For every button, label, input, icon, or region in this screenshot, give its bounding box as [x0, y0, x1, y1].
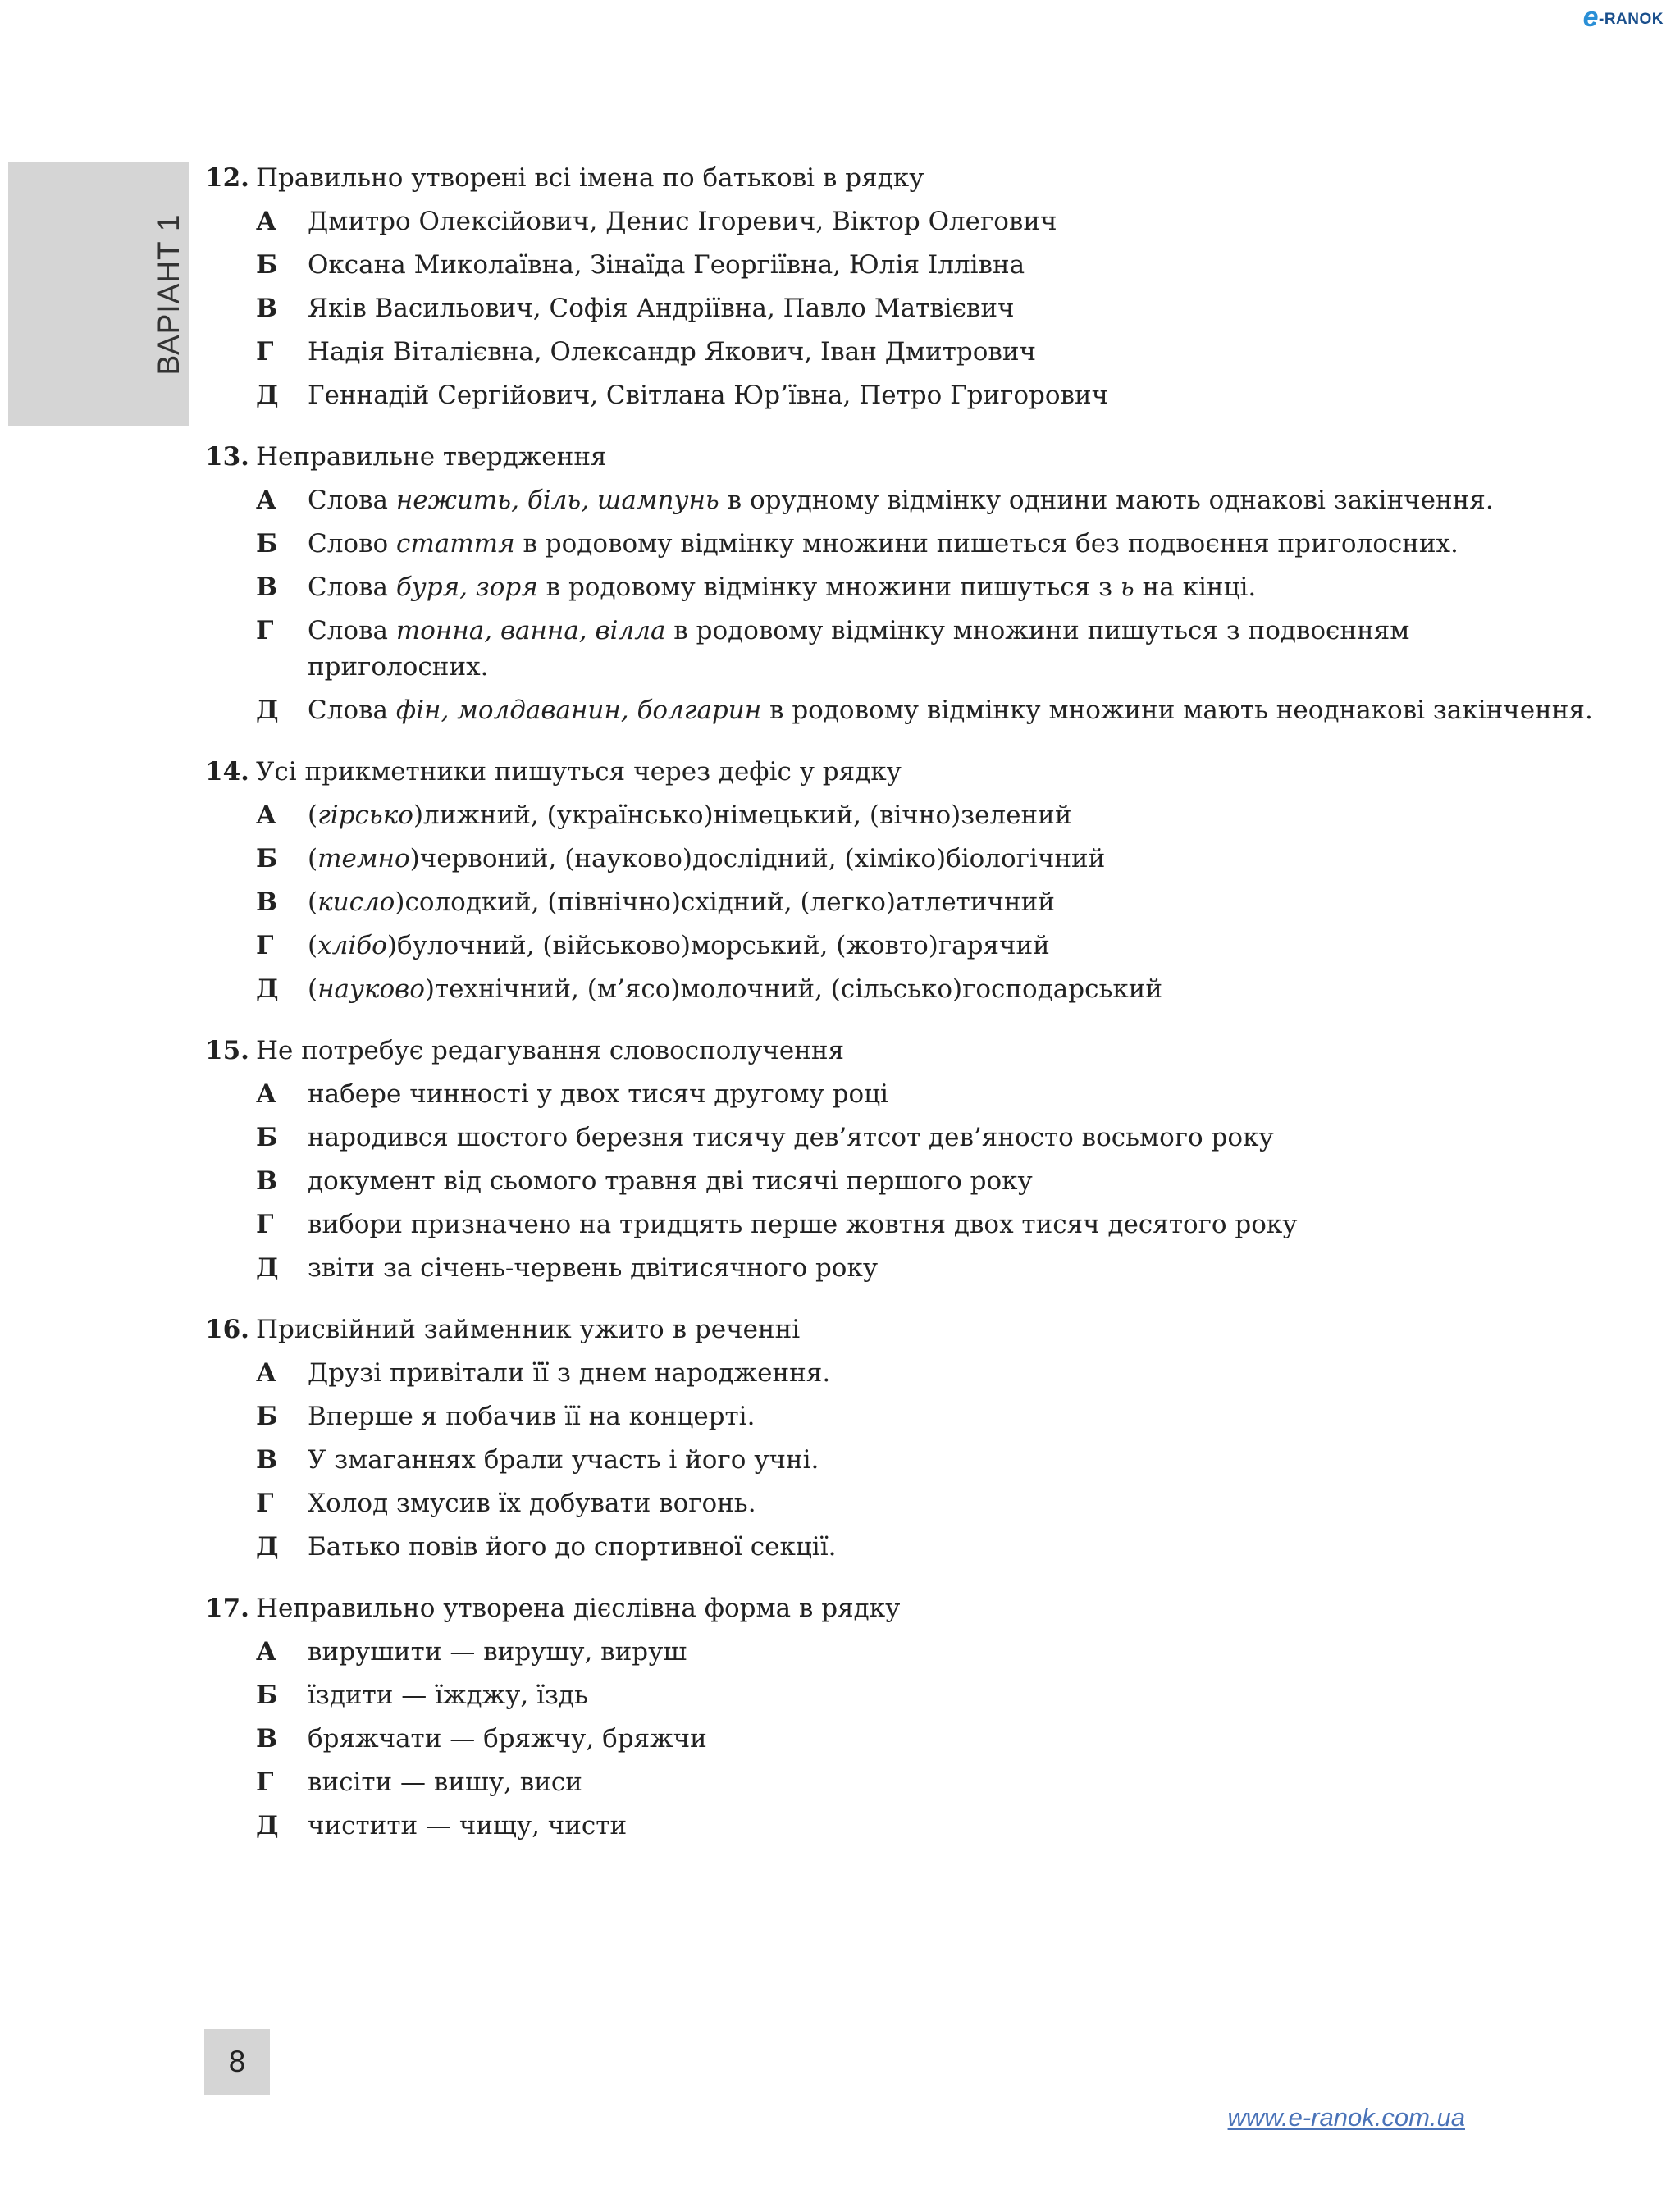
option-text: [308, 482, 1596, 518]
question-12: [205, 156, 1600, 413]
answer-option[interactable]: [256, 1206, 1600, 1243]
question-14: [205, 750, 1600, 1007]
answer-option[interactable]: [256, 290, 1600, 326]
option-text: [308, 1442, 1596, 1478]
option-text: [308, 1398, 1596, 1434]
question-text: Усі прикметники пишуться через дефіс у рядку: [256, 757, 902, 787]
option-text-italic: тонна, ванна, вілла: [395, 616, 666, 645]
option-letter: Г: [256, 1767, 274, 1797]
answer-option[interactable]: [256, 1529, 1600, 1565]
answer-option[interactable]: [256, 841, 1600, 877]
option-letter: В: [256, 1445, 278, 1475]
option-text-segment: на кінці.: [1134, 572, 1257, 602]
answer-option[interactable]: [256, 1442, 1600, 1478]
option-text-segment: в родовому відмінку множини пишеться без подвоєння приголосних.: [514, 529, 1459, 559]
option-letter: А: [256, 1358, 277, 1388]
option-text-italic: темно: [317, 844, 410, 873]
answer-options: [256, 203, 1600, 413]
option-text-segment: набере чинності у двох тисяч другому році: [308, 1079, 888, 1109]
option-letter: В: [256, 294, 278, 323]
option-text: [308, 884, 1596, 920]
option-text: [308, 692, 1596, 728]
question-text: Не потребує редагування словосполучення: [256, 1036, 845, 1065]
logo-wordmark: -RANOK: [1599, 11, 1664, 28]
option-letter: В: [256, 1724, 278, 1754]
option-text-segment: Оксана Миколаївна, Зінаїда Георгіївна, Юлія Іллівна: [308, 250, 1025, 280]
option-text: [308, 1764, 1596, 1800]
option-text-segment: вибори призначено на тридцять перше жовтня двох тисяч десятого року: [308, 1210, 1298, 1239]
option-text-segment: (: [308, 844, 318, 873]
option-text-segment: їздити — їжджу, їздь: [308, 1681, 588, 1710]
option-text-segment: в родовому відмінку множини пишуться з: [537, 572, 1121, 602]
question-15: [205, 1028, 1600, 1286]
option-text-italic: науково: [317, 974, 425, 1004]
option-letter: Б: [256, 529, 278, 559]
option-letter: Б: [256, 250, 278, 280]
option-text-segment: Яків Васильович, Софія Андріївна, Павло Матвієвич: [308, 294, 1015, 323]
question-16: [205, 1307, 1600, 1565]
answer-options: [256, 1076, 1600, 1286]
option-text: [308, 1634, 1596, 1670]
answer-option[interactable]: [256, 482, 1600, 518]
question-number: 16.: [205, 1315, 249, 1344]
option-text: [308, 1529, 1596, 1565]
option-text-italic: нежить, біль, шампунь: [395, 486, 719, 515]
option-text-italic: хлібо: [317, 931, 387, 960]
option-letter: А: [256, 207, 277, 236]
answer-option[interactable]: [256, 1721, 1600, 1757]
option-text-segment: Слова: [308, 572, 396, 602]
answer-option[interactable]: [256, 247, 1600, 283]
option-letter: А: [256, 1637, 277, 1667]
option-text: [308, 1677, 1596, 1713]
answer-option[interactable]: [256, 203, 1600, 239]
option-text: [308, 1076, 1596, 1112]
option-text-segment: Слова: [308, 696, 396, 725]
answer-options: [256, 1634, 1600, 1844]
answer-option[interactable]: [256, 928, 1600, 964]
option-text-segment: У змаганнях брали участь і його учні.: [308, 1445, 819, 1475]
option-text-segment: чистити — чищу, чисти: [308, 1811, 628, 1840]
answer-option[interactable]: [256, 1076, 1600, 1112]
answer-option[interactable]: [256, 797, 1600, 833]
option-text-segment: (: [308, 974, 318, 1004]
option-text-segment: )лижний, (українсько)німецький, (вічно)зелений: [413, 800, 1072, 830]
option-letter: Г: [256, 1210, 274, 1239]
question-title: [205, 1307, 1600, 1352]
option-letter: Б: [256, 844, 278, 873]
option-letter: В: [256, 887, 278, 917]
option-text: [308, 1206, 1596, 1243]
option-text-segment: )технічний, (м’ясо)молочний, (сільсько)господарський: [424, 974, 1163, 1004]
answer-option[interactable]: [256, 526, 1600, 562]
question-title: [205, 1028, 1600, 1073]
answer-option[interactable]: [256, 569, 1600, 605]
option-text: [308, 569, 1596, 605]
variant-label: ВАРІАНТ 1: [152, 213, 185, 376]
option-text: [308, 797, 1596, 833]
question-title: [205, 435, 1600, 479]
option-text: [308, 1120, 1596, 1156]
option-letter: Г: [256, 931, 274, 960]
question-13: [205, 435, 1600, 728]
answer-option[interactable]: [256, 971, 1600, 1007]
option-letter: Д: [256, 1811, 279, 1840]
answer-option[interactable]: [256, 1764, 1600, 1800]
answer-option[interactable]: [256, 884, 1600, 920]
answer-option[interactable]: [256, 1398, 1600, 1434]
option-text: [308, 334, 1596, 370]
option-letter: Г: [256, 337, 274, 367]
option-text: [308, 1250, 1596, 1286]
option-text-segment: )солодкий, (північно)східний, (легко)атлетичний: [395, 887, 1055, 917]
option-letter: Д: [256, 1532, 279, 1562]
questions-list: [205, 156, 1600, 1865]
option-text-italic: фін, молдаванин, болгарин: [395, 696, 762, 725]
answer-option[interactable]: [256, 1808, 1600, 1844]
option-text-segment: в родовому відмінку множини мають неоднакові закінчення.: [761, 696, 1593, 725]
option-text-segment: Холод змусив їх добувати вогонь.: [308, 1489, 756, 1518]
question-number: 13.: [205, 442, 249, 472]
option-text-segment: в орудному відмінку однини мають однакові закінчення.: [719, 486, 1494, 515]
option-text-segment: народився шостого березня тисячу дев’ятсот дев’яносто восьмого року: [308, 1123, 1274, 1152]
answer-option[interactable]: [256, 613, 1600, 685]
option-letter: Б: [256, 1681, 278, 1710]
answer-option[interactable]: [256, 1355, 1600, 1391]
option-text-segment: Слова: [308, 486, 396, 515]
option-letter: Г: [256, 1489, 274, 1518]
option-letter: Д: [256, 381, 279, 410]
option-text-segment: Друзі привітали її з днем народження.: [308, 1358, 831, 1388]
question-title: [205, 1586, 1600, 1630]
option-text-segment: в родовому відмінку множини пишуться з подвоєнням приголосних.: [308, 616, 1410, 682]
option-letter: В: [256, 572, 278, 602]
answer-option[interactable]: [256, 1677, 1600, 1713]
option-text-segment: документ від сьомого травня дві тисячі першого року: [308, 1166, 1033, 1196]
option-text-segment: )булочний, (військово)морський, (жовто)гарячий: [386, 931, 1050, 960]
website-link[interactable]: www.e-ranok.com.ua: [1227, 2103, 1465, 2132]
option-text: [308, 928, 1596, 964]
option-text-segment: )червоний, (науково)дослідний, (хіміко)біологічний: [409, 844, 1106, 873]
answer-options: [256, 1355, 1600, 1565]
option-text-segment: Слова: [308, 616, 396, 645]
answer-option[interactable]: [256, 692, 1600, 728]
option-letter: Б: [256, 1123, 278, 1152]
option-text: [308, 613, 1596, 685]
option-text: [308, 203, 1596, 239]
option-text: [308, 247, 1596, 283]
answer-option[interactable]: [256, 377, 1600, 413]
option-text: [308, 526, 1596, 562]
option-text-italic: буря, зоря: [395, 572, 538, 602]
option-text: [308, 841, 1596, 877]
logo-letter-e: e: [1582, 2, 1599, 33]
question-text: Неправильне твердження: [256, 442, 607, 472]
option-text: [308, 1721, 1596, 1757]
answer-option[interactable]: [256, 334, 1600, 370]
option-text: [308, 1355, 1596, 1391]
option-text-segment: Надія Віталієвна, Олександр Якович, Іван Дмитрович: [308, 337, 1036, 367]
option-text-italic: кисло: [317, 887, 395, 917]
option-text-segment: Геннадій Сергійович, Світлана Юр’ївна, Петро Григорович: [308, 381, 1109, 410]
option-text: [308, 290, 1596, 326]
question-text: Правильно утворені всі імена по батькові в рядку: [256, 163, 924, 193]
option-text: [308, 377, 1596, 413]
option-text-segment: вирушити — вирушу, вируш: [308, 1637, 687, 1667]
option-letter: Б: [256, 1402, 278, 1431]
page-number: 8: [204, 2029, 270, 2095]
question-number: 12.: [205, 163, 249, 193]
publisher-logo: [1583, 2, 1664, 34]
option-text-segment: бряжчати — бряжчу, бряжчи: [308, 1724, 707, 1754]
question-number: 15.: [205, 1036, 249, 1065]
answer-options: [256, 482, 1600, 728]
option-text-segment: Дмитро Олексійович, Денис Ігоревич, Віктор Олегович: [308, 207, 1057, 236]
option-letter: А: [256, 1079, 277, 1109]
option-text: [308, 971, 1596, 1007]
option-text-segment: Батько повів його до спортивної секції.: [308, 1532, 837, 1562]
option-letter: Г: [256, 616, 274, 645]
option-text-segment: висіти — вишу, виси: [308, 1767, 582, 1797]
answer-option[interactable]: [256, 1120, 1600, 1156]
option-text-italic: стаття: [396, 529, 515, 559]
question-text: Присвійний займенник ужито в реченні: [256, 1315, 801, 1344]
answer-option[interactable]: [256, 1634, 1600, 1670]
variant-side-tab: [8, 162, 189, 426]
answer-option[interactable]: [256, 1163, 1600, 1199]
option-text-segment: Слово: [308, 529, 397, 559]
question-title: [205, 156, 1600, 200]
answer-option[interactable]: [256, 1250, 1600, 1286]
option-text: [308, 1485, 1596, 1521]
option-text: [308, 1808, 1596, 1844]
option-text-segment: (: [308, 800, 318, 830]
option-letter: А: [256, 486, 277, 515]
answer-options: [256, 797, 1600, 1007]
question-17: [205, 1586, 1600, 1844]
option-text-italic: ь: [1120, 572, 1134, 602]
option-text-segment: Вперше я побачив її на концерті.: [308, 1402, 756, 1431]
option-letter: В: [256, 1166, 278, 1196]
option-text: [308, 1163, 1596, 1199]
option-text-segment: (: [308, 887, 318, 917]
option-text-italic: гірсько: [317, 800, 413, 830]
question-number: 14.: [205, 757, 249, 787]
option-letter: Д: [256, 696, 279, 725]
option-letter: Д: [256, 974, 279, 1004]
option-letter: А: [256, 800, 277, 830]
option-letter: Д: [256, 1253, 279, 1283]
question-title: [205, 750, 1600, 794]
option-text-segment: (: [308, 931, 318, 960]
answer-option[interactable]: [256, 1485, 1600, 1521]
question-number: 17.: [205, 1594, 249, 1623]
question-text: Неправильно утворена дієслівна форма в рядку: [256, 1594, 901, 1623]
option-text-segment: звіти за січень-червень двітисячного року: [308, 1253, 879, 1283]
